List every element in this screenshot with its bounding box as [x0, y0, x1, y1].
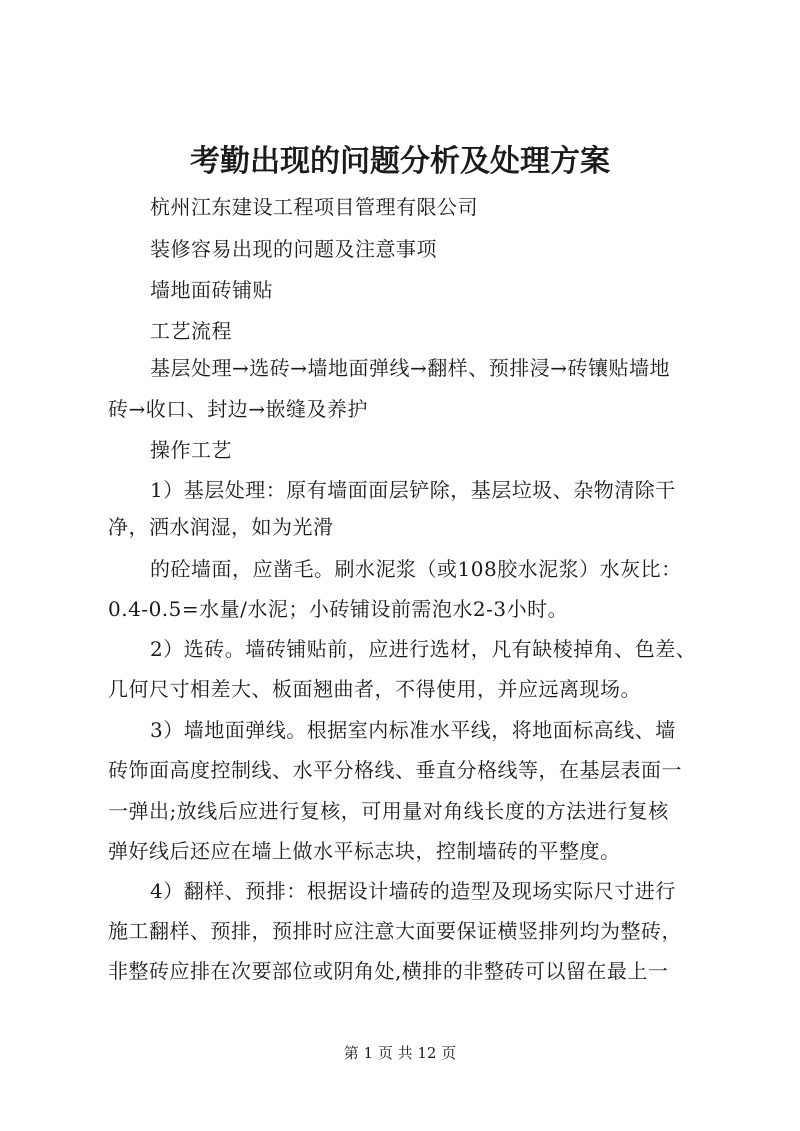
paragraph-line: 砖→收口、封边→嵌缝及养护: [108, 397, 369, 421]
paragraph-line: 2）选砖。墙砖铺贴前，应进行选材，凡有缺棱掉角、色差、: [150, 637, 697, 661]
process-heading: 工艺流程: [150, 319, 232, 343]
paragraph-line: 非整砖应排在次要部位或阴角处,横排的非整砖可以留在最上一: [108, 959, 669, 983]
section-heading: 装修容易出现的问题及注意事项: [150, 237, 437, 261]
subsection-heading: 墙地面砖铺贴: [150, 278, 273, 302]
paragraph-line: 0.4-0.5=水量/水泥；小砖铺设前需泡水2-3小时。: [108, 597, 569, 621]
page-number: 第 1 页 共 12 页: [343, 1044, 457, 1062]
paragraph-line: 一弹出;放线后应进行复核，可用量对角线长度的方法进行复核: [108, 799, 669, 823]
operation-heading: 操作工艺: [150, 438, 232, 462]
paragraph-line: 3）墙地面弹线。根据室内标准水平线，将地面标高线、墙: [150, 718, 676, 742]
paragraph-line: 弹好线后还应在墙上做水平标志块，控制墙砖的平整度。: [108, 839, 621, 863]
paragraph-line: 砖饰面高度控制线、水平分格线、垂直分格线等，在基层表面一: [108, 758, 682, 782]
paragraph-line: 的砼墙面，应凿毛。刷水泥浆（或108胶水泥浆）水灰比：: [150, 557, 682, 581]
paragraph-line: 基层处理→选砖→墙地面弹线→翻样、预排浸→砖镶贴墙地: [150, 356, 671, 380]
paragraph-line: 几何尺寸相差大、板面翘曲者，不得使用，并应远离现场。: [108, 677, 641, 701]
paragraph-line: 4）翻样、预排：根据设计墙砖的造型及现场实际尺寸进行: [150, 879, 676, 903]
paragraph-line: 施工翻样、预排，预排时应注意大面要保证横竖排列均为整砖，: [108, 919, 682, 943]
paragraph-line: 净，洒水润湿，如为光滑: [108, 515, 334, 539]
document-title: 考勤出现的问题分析及处理方案: [190, 144, 610, 179]
company-name: 杭州江东建设工程项目管理有限公司: [150, 195, 478, 219]
paragraph-line: 1）基层处理：原有墙面面层铲除，基层垃圾、杂物清除干: [150, 478, 676, 502]
